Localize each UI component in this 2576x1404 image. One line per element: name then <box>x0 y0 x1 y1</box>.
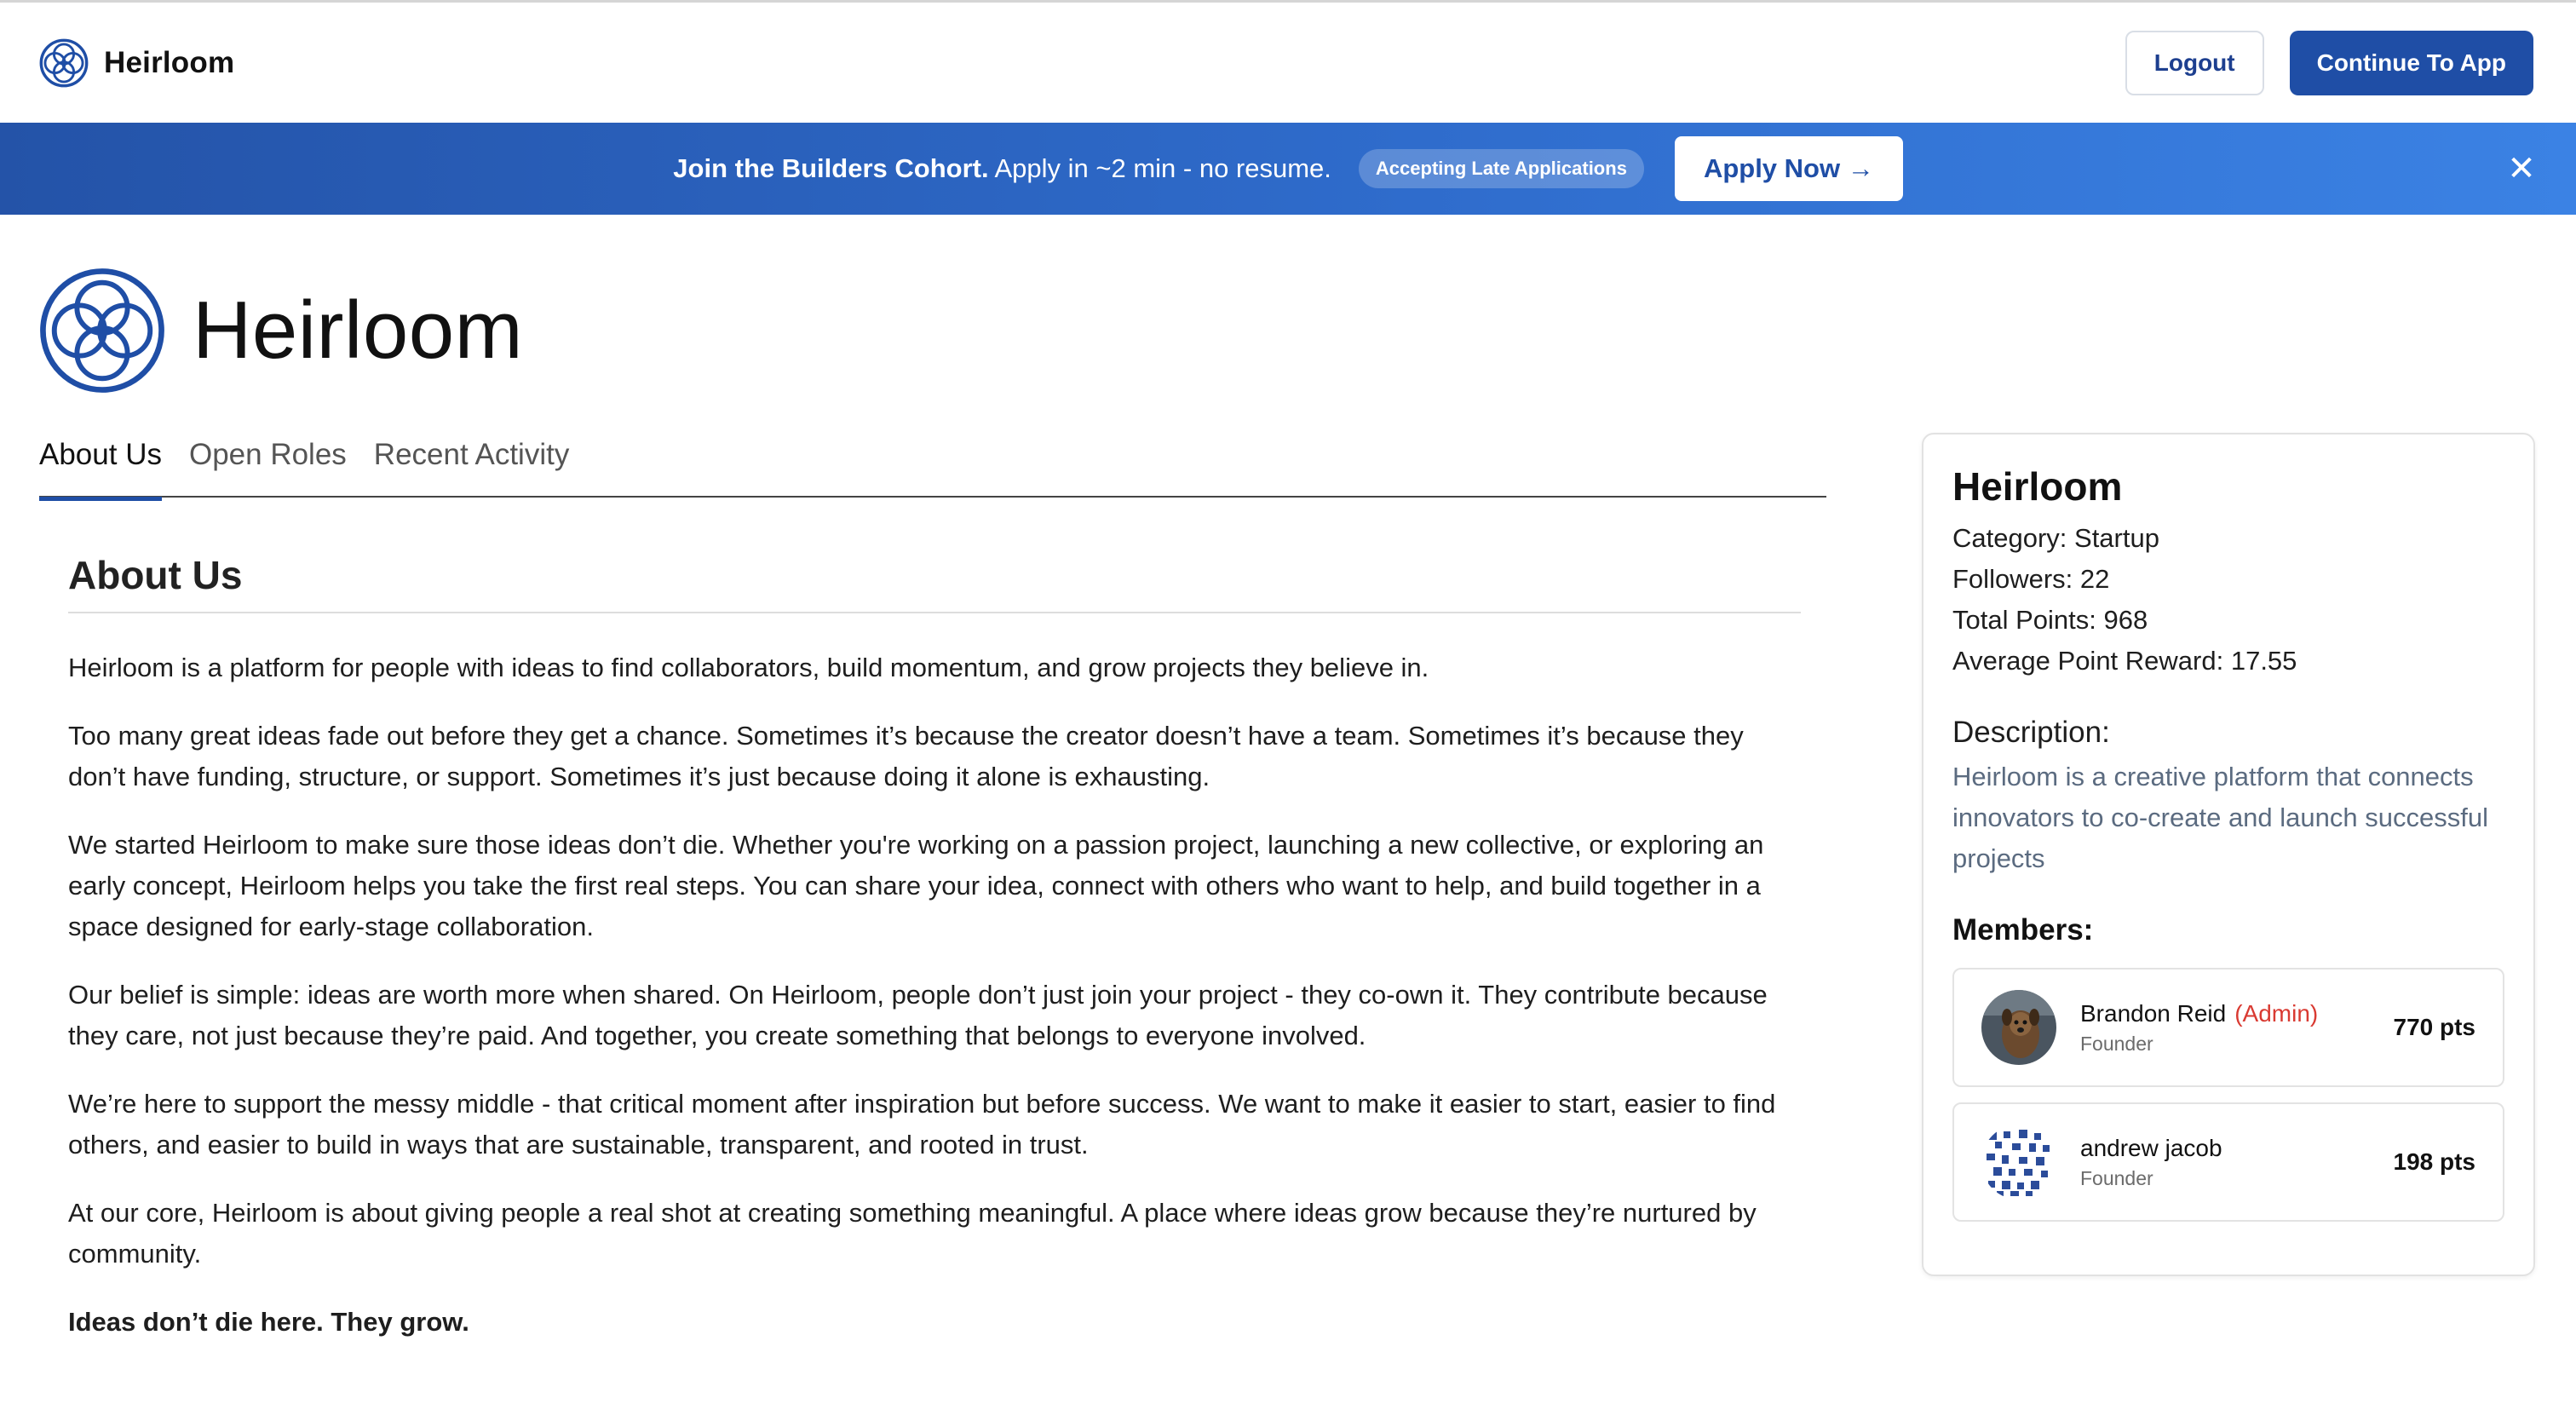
member-name-line <box>2080 1135 2394 1162</box>
apply-now-button[interactable]: Apply Now → <box>1675 136 1903 201</box>
close-icon[interactable]: ✕ <box>2507 150 2536 187</box>
about-section <box>68 552 1801 1370</box>
brand-name: Heirloom <box>104 45 235 79</box>
card-title: Heirloom <box>1952 464 2123 509</box>
admin-badge: (Admin) <box>2234 999 2319 1027</box>
tab-recent-activity[interactable]: Recent Activity <box>373 438 570 471</box>
nav-actions <box>2125 31 2533 95</box>
banner-subtext: Apply in ~2 min - no resume. <box>988 153 1331 183</box>
project-tabs <box>39 433 1826 498</box>
about-closing: Ideas don’t die here. They grow. <box>68 1307 469 1337</box>
late-applications-badge: Accepting Late Applications <box>1359 149 1644 188</box>
project-name: Heirloom <box>193 285 524 376</box>
heirloom-logo-icon <box>39 38 89 88</box>
member-name-line <box>2080 1000 2394 1027</box>
avatar <box>1981 990 2056 1065</box>
member-points: 770 pts <box>2393 1014 2475 1040</box>
member-points: 198 pts <box>2393 1148 2475 1175</box>
member-name: andrew jacob <box>2080 1134 2222 1161</box>
project-info-card <box>1922 433 2535 1276</box>
logout-button[interactable]: Logout <box>2125 31 2264 95</box>
about-title: About Us <box>68 552 1801 613</box>
about-paragraph: Our belief is simple: ideas are worth more when shared. On Heirloom, people don’t just join your project - they co-own it. They contribute because they care, not just because they’re paid. And together, you create something that belongs to everyone involved. <box>68 980 1768 1050</box>
about-paragraph: Heirloom is a platform for people with ideas to find collaborators, build momentum, and grow projects they believe in. <box>68 653 1429 682</box>
description-text: Heirloom is a creative platform that connects innovators to co-create and launch successful projects <box>1952 762 2488 873</box>
member-name: Brandon Reid <box>2080 999 2227 1027</box>
tab-open-roles[interactable]: Open Roles <box>188 438 347 471</box>
continue-to-app-button[interactable]: Continue To App <box>2290 31 2533 95</box>
about-paragraph: Too many great ideas fade out before they get a chance. Sometimes it’s because the creator doesn’t have a team. Sometimes it’s because they don’t have funding, structure, or support. Sometimes it’s just because doing it alone is exhausting. <box>68 721 1744 791</box>
about-paragraph: We started Heirloom to make sure those ideas don’t die. Whether you're working on a passion project, launching a new collective, or exploring an early concept, Heirloom helps you take the first real steps. You can share your idea, connect with others who want to help, and build together in a space designed for early-stage collaboration. <box>68 830 1764 941</box>
member-info <box>2080 1000 2394 1056</box>
followers-stat: Followers: 22 <box>1952 564 2110 594</box>
cohort-banner <box>0 123 2576 215</box>
dog-photo-icon <box>1981 990 2056 1065</box>
member-role: Founder <box>2080 1166 2153 1189</box>
avatar <box>1981 1125 2056 1200</box>
member-row[interactable] <box>1952 968 2504 1087</box>
identicon-icon <box>1981 1125 2056 1200</box>
category-stat: Category: Startup <box>1952 523 2159 553</box>
top-navbar <box>0 0 2576 123</box>
brand[interactable] <box>39 38 234 88</box>
tab-about-us[interactable]: About Us <box>39 433 162 498</box>
banner-message <box>673 153 1331 184</box>
about-paragraph: We’re here to support the messy middle - that critical moment after inspiration but before success. We want to make it easier to start, easier to find others, and easier to build in ways that are sustainable, transparent, and rooted in trust. <box>68 1089 1776 1159</box>
about-paragraph: At our core, Heirloom is about giving people a real shot at creating something meaningful. A place where ideas grow because they’re nurtured by community. <box>68 1198 1757 1269</box>
member-info <box>2080 1135 2394 1190</box>
heirloom-hero-logo-icon <box>39 268 165 394</box>
project-hero <box>39 268 523 394</box>
members-heading: Members: <box>1952 913 2094 947</box>
average-reward-stat: Average Point Reward: 17.55 <box>1952 646 2297 676</box>
description-heading: Description: <box>1952 716 2110 749</box>
total-points-stat: Total Points: 968 <box>1952 605 2148 635</box>
banner-headline: Join the Builders Cohort. <box>673 153 989 183</box>
member-row[interactable] <box>1952 1102 2504 1222</box>
member-role: Founder <box>2080 1032 2153 1055</box>
